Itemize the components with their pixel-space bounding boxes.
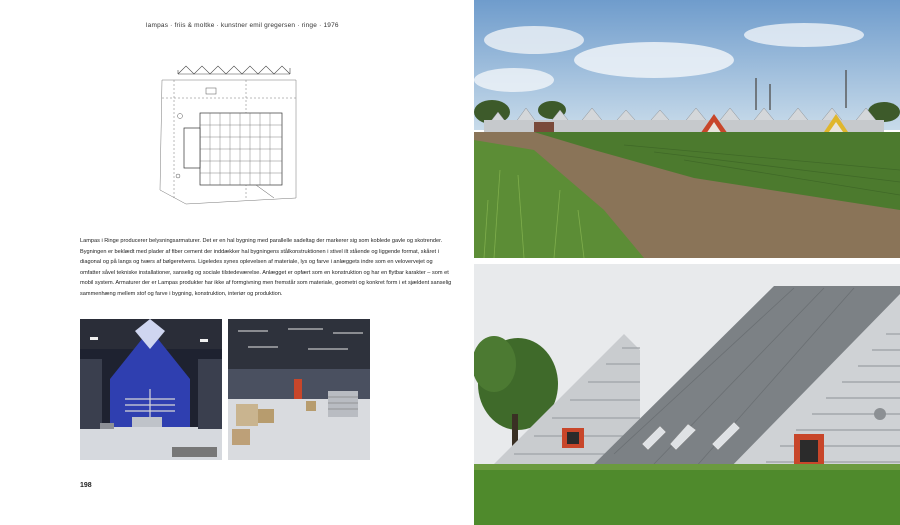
- exterior-photo-gable: [474, 264, 900, 525]
- site-plan-drawing: [156, 58, 302, 208]
- project-caption: lampas · friis & moltke · kunstner emil gregersen · ringe · 1976: [146, 22, 339, 29]
- description-text: [80, 236, 452, 300]
- page-number: 198: [80, 482, 92, 489]
- description-paragraph: Lampas i Ringe producerer belysningsarmaturer. Det er en hal bygning med parallelle sadeltag der markerer sig som koblede gavle og skotrender. Bygningen er beklædt med plader af fiber cement der inddækker hal bygningens stålkonstruktionen i stivel ilt stående og liggende format, skåret i diagonal og på langs og tværs af bølgeretvens. Ligeledes synes oplevelsen af materiale, lys og farve i anlæggets indre som en velovervejet og omfatter såvel tekniske installationer, sanselig og sociale tilstedeværelse. Anlægget er opfært som en konstruktion og har en flytbar karakter – som et mobil system. Armaturer der er Lampas produkter har ikke af formgivning men fremstår som materiale, geometri og konkret form i et sjældent sanselig sammenhæng mellem stof og farve i bygning, konstruktion, interiør og produktion.: [80, 238, 452, 297]
- interior-photo-factory-floor: [228, 319, 370, 460]
- exterior-photo-landscape: [474, 0, 900, 258]
- interior-photo-blue-wall: [80, 319, 222, 460]
- right-page: [474, 0, 900, 525]
